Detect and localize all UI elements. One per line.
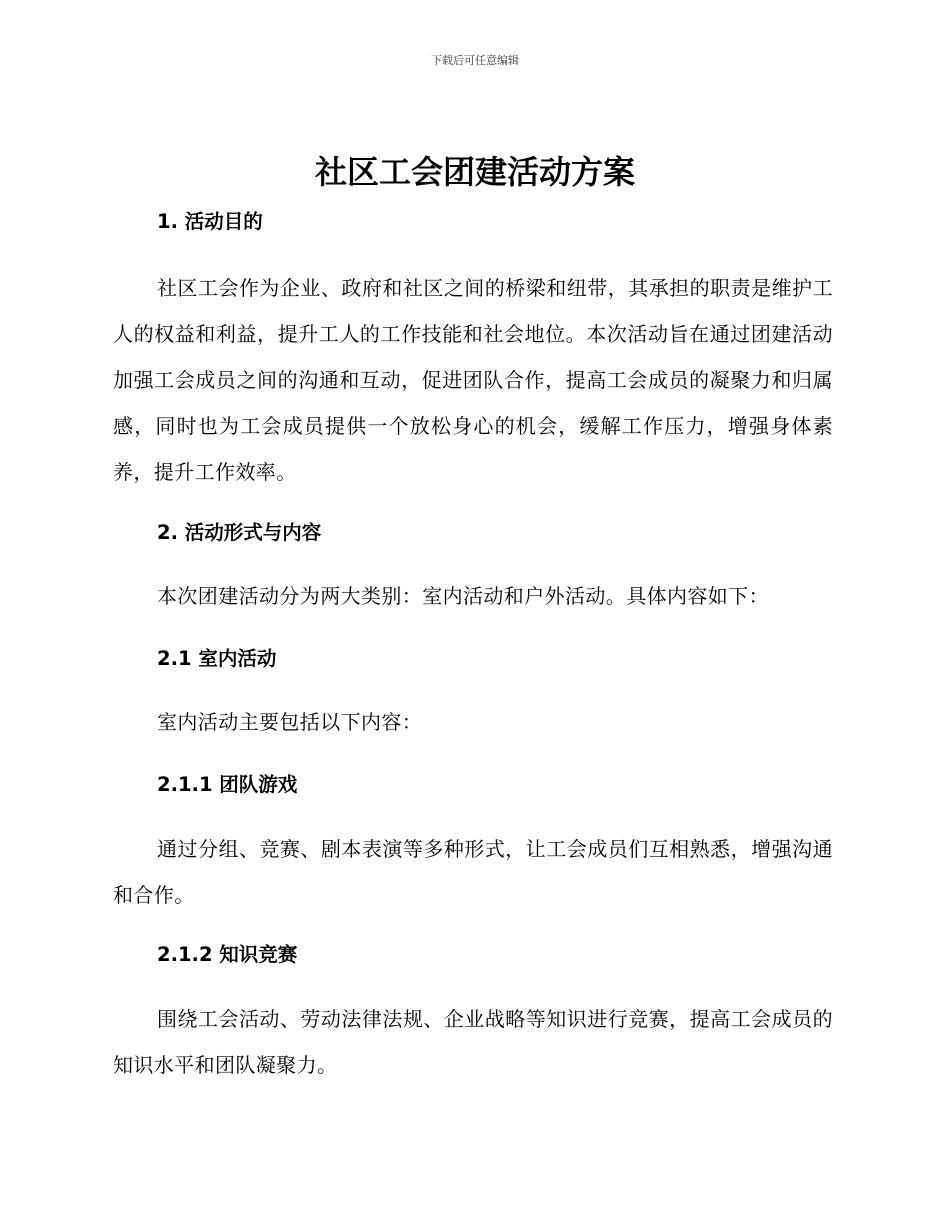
section-paragraph-team-games: 通过分组、竞赛、剧本表演等多种形式，让工会成员们互相熟悉，增强沟通和合作。 [113, 837, 833, 907]
section-paragraph-quiz: 围绕工会活动、劳动法律法规、企业战略等知识进行竞赛，提高工会成员的知识水平和团队凝聚力。 [113, 1007, 833, 1077]
section-heading-purpose: 1. 活动目的 [157, 210, 263, 233]
section-heading-team-games: 2.1.1 团队游戏 [157, 773, 298, 796]
document-body [113, 200, 833, 1088]
section-paragraph-purpose: 社区工会作为企业、政府和社区之间的桥梁和纽带，其承担的职责是维护工人的权益和利益，提升工人的工作技能和社会地位。本次活动旨在通过团建活动加强工会成员之间的沟通和互动，促进团队合作，提高工会成员的凝聚力和归属感，同时也为工会成员提供一个放松身心的机会，缓解工作压力，增强身体素养，提升工作效率。 [113, 276, 833, 484]
section-paragraph-format: 本次团建活动分为两大类别：室内活动和户外活动。具体内容如下： [157, 584, 769, 608]
section-heading-quiz: 2.1.2 知识竞赛 [157, 943, 298, 966]
header-note: 下载后可任意编辑 [431, 54, 519, 67]
section-paragraph-indoor: 室内活动主要包括以下内容： [157, 710, 423, 734]
section-heading-indoor: 2.1 室内活动 [157, 647, 277, 670]
section-heading-format: 2. 活动形式与内容 [157, 521, 322, 544]
document-title: 社区工会团建活动方案 [314, 153, 635, 191]
